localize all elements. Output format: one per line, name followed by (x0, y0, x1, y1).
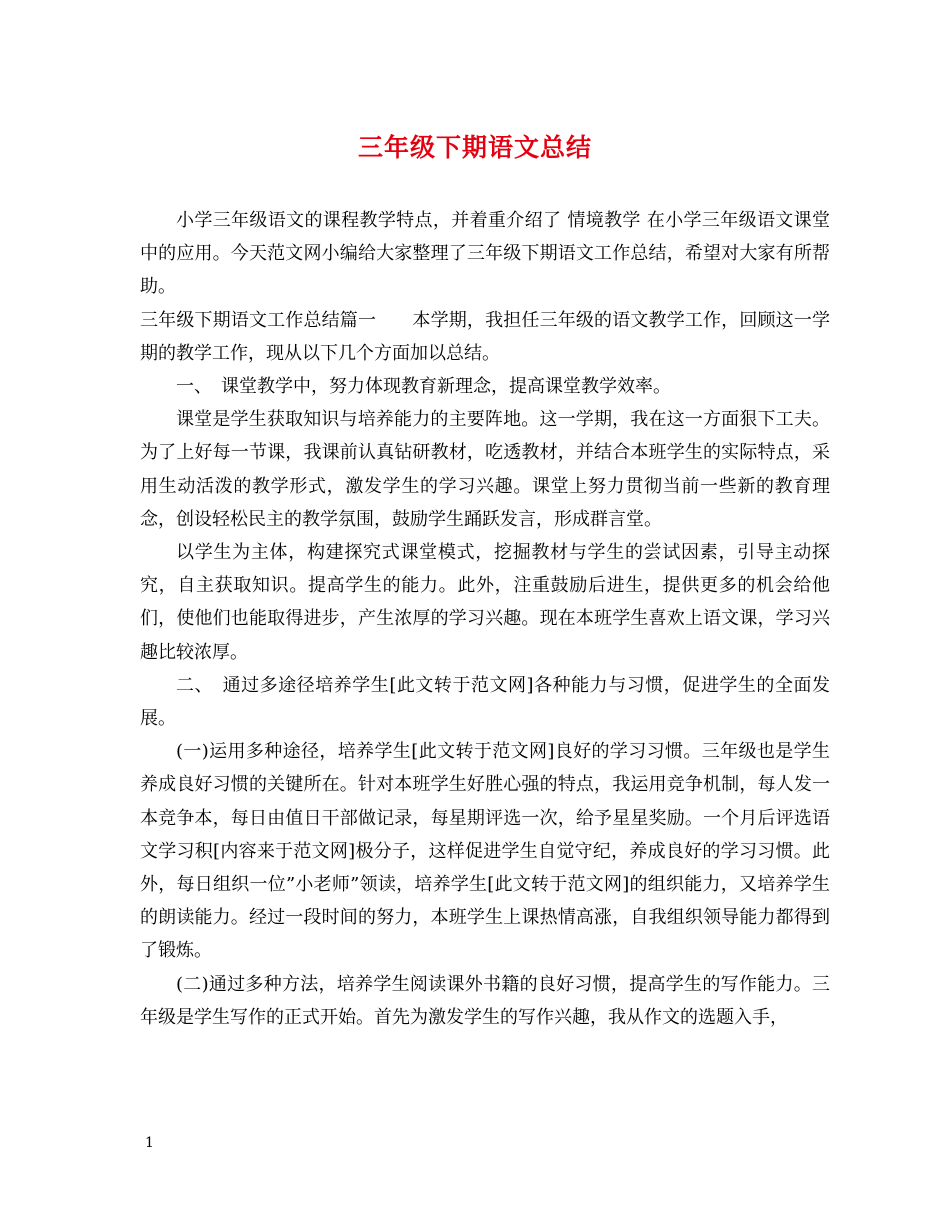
paragraph-intro: 小学三年级语文的课程教学特点，并着重介绍了 情境教学 在小学三年级语文课堂中的应用。今天范文网小编给大家整理了三年级下期语文工作总结，希望对大家有所帮助。 (140, 210, 830, 298)
paragraph-classroom: 课堂是学生获取知识与培养能力的主要阵地。这一学期，我在这一方面狠下工夫。为了上好每一节课，我课前认真钻研教材，吃透教材，并结合本班学生的实际特点，采用生动活泼的教学形式，激发学生的学习兴趣。课堂上努力贯彻当前一些新的教育理念，创设轻松民主的教学氛围，鼓励学生踊跃发言，形成群言堂。 (140, 409, 830, 530)
document-title: 三年级下期语文总结 (357, 133, 592, 162)
paragraph-student-centered: 以学生为主体，构建探究式课堂模式，挖掘教材与学生的尝试因素，引导主动探究，自主获取知识。提高学生的能力。此外，注重鼓励后进生，提供更多的机会给他们，使他们也能取得进步，产生浓厚的学习兴趣。现在本班学生喜欢上语文课，学习兴趣比较浓厚。 (140, 542, 830, 663)
page-number: 1 (145, 1135, 154, 1151)
paragraph-reading-writing: (二)通过多种方法，培养学生阅读课外书籍的良好习惯，提高学生的写作能力。三年级是学生写作的正式开始。首先为激发学生的写作兴趣，我从作文的选题入手， (140, 973, 830, 1028)
section-heading-1: 一、 课堂教学中，努力体现教育新理念，提高课堂教学效率。 (176, 376, 671, 398)
document-body (140, 204, 830, 1034)
section-heading-2: 二、 通过多途径培养学生[此文转于范文网]各种能力与习惯，促进学生的全面发展。 (140, 674, 830, 730)
paragraph-habits: (一)运用多种途径，培养学生[此文转于范文网]良好的学习习惯。三年级也是学生养成良好习惯的关键所在。针对本班学生好胜心强的特点，我运用竞争机制，每人发一本竞争本，每日由值日干部做记录，每星期评选一次，给予星星奖励。一个月后评选语文学习积[内容来于范文网]极分子，这样促进学生自觉守纪，养成良好的学习习惯。此外，每日组织一位”小老师”领读，培养学生[此文转于范文网]的组织能力，又培养学生的朗读能力。经过一段时间的努力，本班学生上课热情高涨，自我组织领导能力都得到了锻炼。 (140, 741, 830, 962)
paragraph-summary-heading: 三年级下期语文工作总结篇一 本学期，我担任三年级的语文教学工作，回顾这一学期的教学工作，现从以下几个方面加以总结。 (140, 309, 830, 364)
